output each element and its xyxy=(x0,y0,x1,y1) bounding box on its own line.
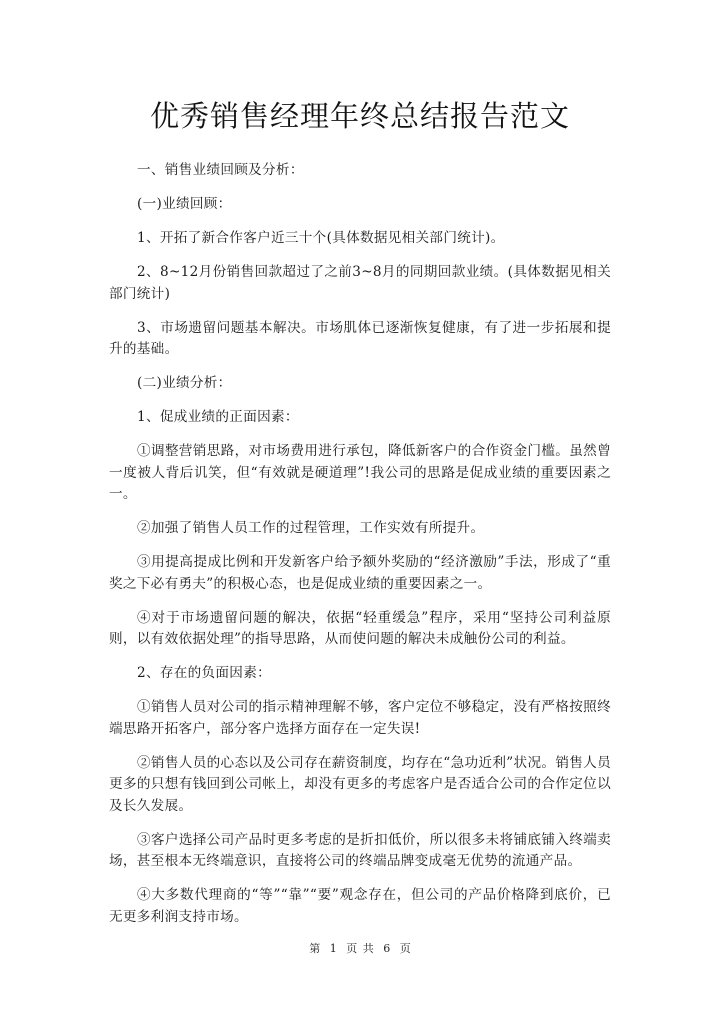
section-heading-sales-review: 一、销售业绩回顾及分析： xyxy=(137,162,304,178)
document-body xyxy=(109,160,611,941)
footer-middle: 页 共 xyxy=(346,942,375,955)
current-page-number: 1 xyxy=(329,942,338,955)
paragraph: ③用提高提成比例和开发新客户给予额外奖励的“经济激励”手法，形成了“重奖之下必有勇夫”的积极心态，也是促成业绩的重要因素之一。 xyxy=(109,554,611,592)
paragraph: ④大多数代理商的“等”“靠”“要”观念存在，但公司的产品价格降到底价，已无更多利润支持市场。 xyxy=(109,887,611,925)
paragraph: 1、开拓了新合作客户近三十个(具体数据见相关部门统计)。 xyxy=(137,230,505,246)
paragraph: ②销售人员的心态以及公司存在薪资制度，均存在“急功近利”状况。销售人员更多的只想有钱回到公司帐上，却没有更多的考虑客户是否适合公司的合作定位以及长久发展。 xyxy=(109,754,611,814)
total-pages-number: 6 xyxy=(383,942,392,955)
document-title: 优秀销售经理年终总结报告范文 xyxy=(149,99,570,133)
page-number-footer xyxy=(0,940,721,956)
paragraph: ①调整营销思路，对市场费用进行承包，降低新客户的合作资金门槛。虽然曾一度被人背后讥笑，但“有效就是硬道理”!我公司的思路是促成业绩的重要因素之一。 xyxy=(109,443,611,502)
subsection-heading-performance-analysis: (二)业绩分析： xyxy=(137,375,232,391)
paragraph: ①销售人员对公司的指示精神理解不够，客户定位不够稳定，没有严格按照终端思路开拓客户，部分客户选择方面存在一定失误! xyxy=(109,699,611,737)
footer-prefix: 第 xyxy=(309,942,322,955)
paragraph: ③客户选择公司产品时更多考虑的是折扣低价，所以很多未将铺底铺入终端卖场，甚至根本无终端意识，直接将公司的终端品牌变成毫无优势的流通产品。 xyxy=(109,831,611,869)
paragraph: 2、8~12月份销售回款超过了之前3~8月的同期回款业绩。(具体数据见相关部门统计) xyxy=(109,264,611,302)
paragraph: ②加强了销售人员工作的过程管理，工作实效有所提升。 xyxy=(137,520,485,536)
paragraph: 3、市场遗留问题基本解决。市场肌体已逐渐恢复健康，有了进一步拓展和提升的基础。 xyxy=(109,319,611,357)
subsection-heading-performance-review: (一)业绩回顾： xyxy=(137,196,232,212)
list-heading-positive-factors: 1、促成业绩的正面因素： xyxy=(137,409,299,425)
list-heading-negative-factors: 2、存在的负面因素： xyxy=(137,665,271,681)
paragraph: ④对于市场遗留问题的解决，依据“轻重缓急”程序，采用“坚持公司利益原则，以有效依据处理”的指导思路，从而使问题的解决未成触份公司的利益。 xyxy=(109,609,611,647)
footer-suffix: 页 xyxy=(399,942,412,955)
